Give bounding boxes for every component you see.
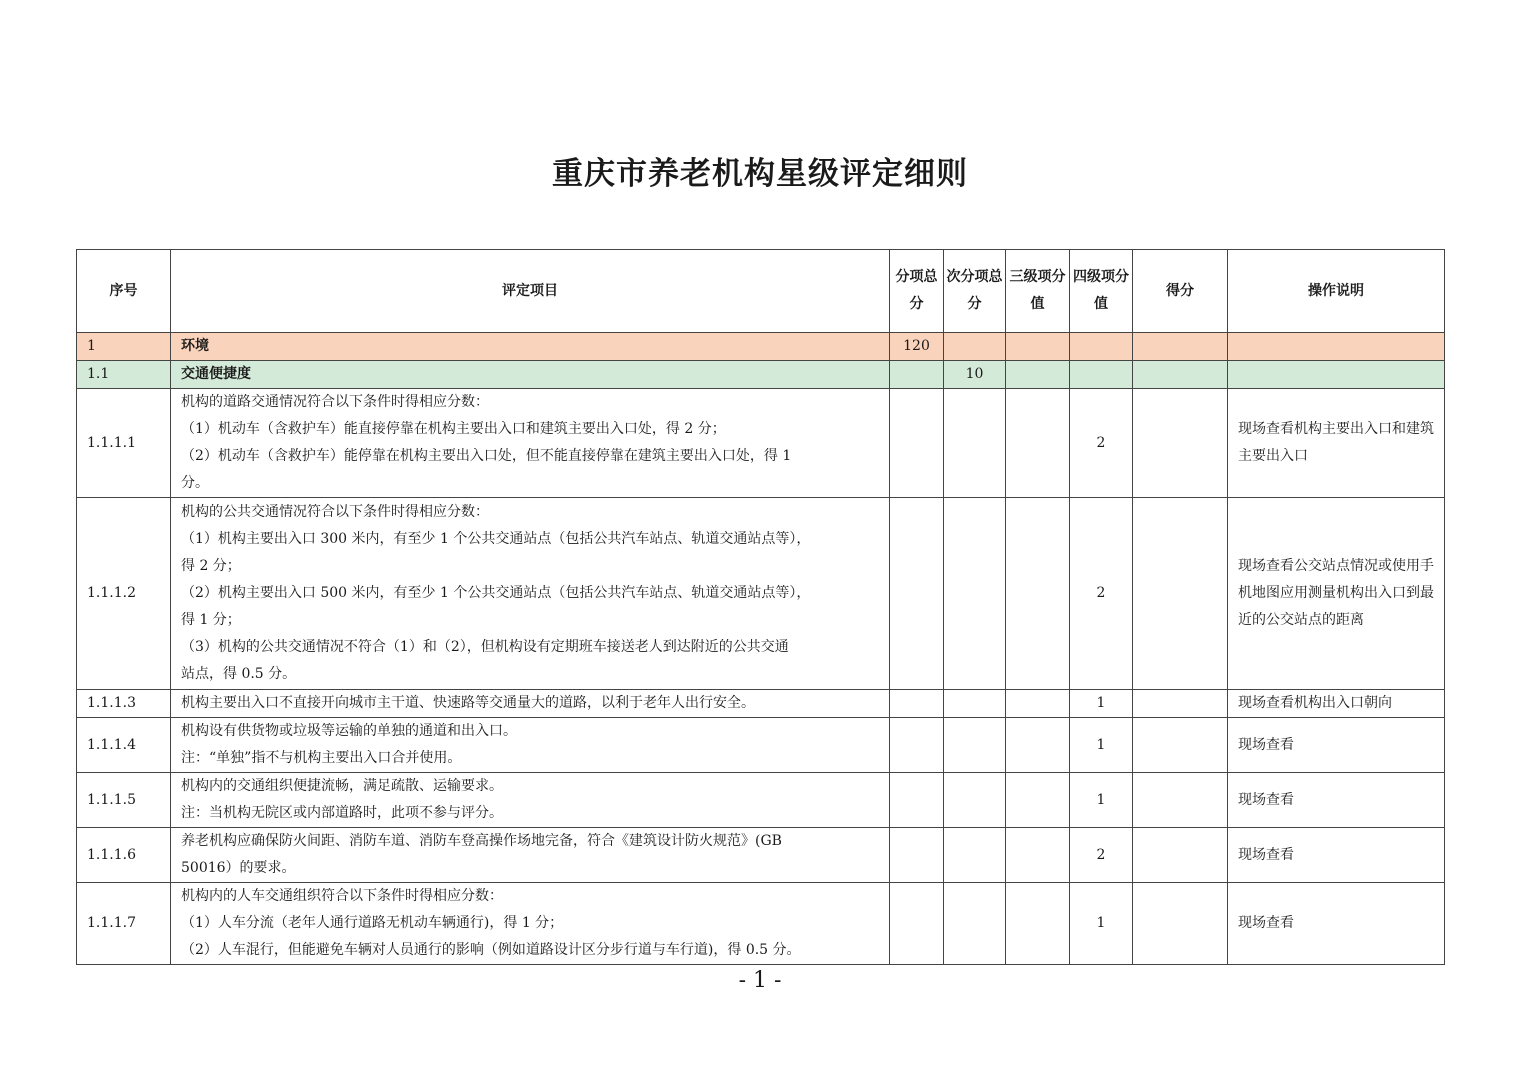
empty-cell xyxy=(890,498,944,690)
header-seq: 序号 xyxy=(77,250,171,333)
row-score xyxy=(1133,690,1228,718)
row-item xyxy=(171,718,890,773)
empty-cell xyxy=(1006,690,1070,718)
empty-cell xyxy=(944,773,1006,828)
table-body xyxy=(77,389,1445,965)
row-note: 现场查看机构出入口朝向 xyxy=(1228,690,1445,718)
empty-cell xyxy=(890,389,944,498)
table-row xyxy=(77,773,1445,828)
header-level3: 三级项分值 xyxy=(1006,250,1070,333)
item-line: 站点，得 0.5 分。 xyxy=(181,666,297,682)
row-level4: 2 xyxy=(1070,389,1133,498)
item-line: （1）机构主要出入口 300 米内，有至少 1 个公共交通站点（包括公共汽车站点、轨道交通站点等）， xyxy=(181,531,811,547)
row-level4: 1 xyxy=(1070,883,1133,965)
row-item xyxy=(171,690,890,718)
row-note: 现场查看 xyxy=(1228,883,1445,965)
evaluation-table xyxy=(76,249,1445,965)
row-level4: 1 xyxy=(1070,690,1133,718)
header-score: 得分 xyxy=(1133,250,1228,333)
subsection-row xyxy=(77,361,1445,389)
row-level4: 1 xyxy=(1070,773,1133,828)
table-row xyxy=(77,883,1445,965)
empty-cell xyxy=(944,498,1006,690)
row-seq: 1.1.1.3 xyxy=(77,690,171,718)
section-row xyxy=(77,333,1445,361)
empty-cell xyxy=(890,828,944,883)
row-item xyxy=(171,828,890,883)
section-total: 120 xyxy=(890,333,944,361)
row-seq: 1.1.1.2 xyxy=(77,498,171,690)
empty-cell xyxy=(1006,883,1070,965)
empty-cell xyxy=(944,828,1006,883)
header-total: 分项总分 xyxy=(890,250,944,333)
row-note: 现场查看 xyxy=(1228,773,1445,828)
empty-cell xyxy=(1006,828,1070,883)
item-line: 机构的道路交通情况符合以下条件时得相应分数： xyxy=(181,394,489,410)
header-level4: 四级项分值 xyxy=(1070,250,1133,333)
section-seq: 1 xyxy=(77,333,171,361)
empty-cell xyxy=(1006,498,1070,690)
item-line: 机构设有供货物或垃圾等运输的单独的通道和出入口。 xyxy=(181,723,517,739)
row-score xyxy=(1133,718,1228,773)
header-note: 操作说明 xyxy=(1228,250,1445,333)
item-line: 得 1 分； xyxy=(181,612,241,628)
item-line: 注：当机构无院区或内部道路时，此项不参与评分。 xyxy=(181,805,503,821)
empty-cell xyxy=(1006,718,1070,773)
table-row xyxy=(77,389,1445,498)
row-seq: 1.1.1.7 xyxy=(77,883,171,965)
item-line: 机构内的交通组织便捷流畅，满足疏散、运输要求。 xyxy=(181,778,503,794)
row-note: 现场查看 xyxy=(1228,828,1445,883)
row-seq: 1.1.1.6 xyxy=(77,828,171,883)
row-item xyxy=(171,883,890,965)
row-seq: 1.1.1.4 xyxy=(77,718,171,773)
empty-cell xyxy=(944,389,1006,498)
row-score xyxy=(1133,773,1228,828)
row-seq: 1.1.1.1 xyxy=(77,389,171,498)
row-score xyxy=(1133,389,1228,498)
header-sub-total: 次分项总分 xyxy=(944,250,1006,333)
table-row xyxy=(77,690,1445,718)
empty-cell xyxy=(890,883,944,965)
row-score xyxy=(1133,883,1228,965)
row-seq: 1.1.1.5 xyxy=(77,773,171,828)
empty-cell xyxy=(944,718,1006,773)
empty-cell xyxy=(1006,773,1070,828)
subsection-sub-total: 10 xyxy=(944,361,1006,389)
row-item xyxy=(171,498,890,690)
row-score xyxy=(1133,498,1228,690)
item-line: （2）机动车（含救护车）能停靠在机构主要出入口处，但不能直接停靠在建筑主要出入口处，得 1 xyxy=(181,448,792,464)
header-row xyxy=(77,250,1445,333)
empty-cell xyxy=(1006,389,1070,498)
header-item: 评定项目 xyxy=(171,250,890,333)
item-line: 注：“单独”指不与机构主要出入口合并使用。 xyxy=(181,750,462,766)
item-line: 50016）的要求。 xyxy=(181,860,296,876)
item-line: （2）机构主要出入口 500 米内，有至少 1 个公共交通站点（包括公共汽车站点、轨道交通站点等）， xyxy=(181,585,811,601)
page-number: - 1 - xyxy=(738,968,782,993)
row-item xyxy=(171,389,890,498)
table-row xyxy=(77,718,1445,773)
item-line: （2）人车混行，但能避免车辆对人员通行的影响（例如道路设计区分步行道与车行道)，得 0.5 分。 xyxy=(181,942,801,958)
row-score xyxy=(1133,828,1228,883)
item-line: （3）机构的公共交通情况不符合（1）和（2），但机构设有定期班车接送老人到达附近的公共交通 xyxy=(181,639,789,655)
subsection-seq: 1.1 xyxy=(77,361,171,389)
empty-cell xyxy=(890,773,944,828)
table-row xyxy=(77,498,1445,690)
row-level4: 2 xyxy=(1070,828,1133,883)
page-title: 重庆市养老机构星级评定细则 xyxy=(552,156,968,192)
item-line: 分。 xyxy=(181,475,209,491)
item-line: 机构内的人车交通组织符合以下条件时得相应分数： xyxy=(181,888,503,904)
row-note: 现场查看 xyxy=(1228,718,1445,773)
empty-cell xyxy=(944,690,1006,718)
empty-cell xyxy=(944,883,1006,965)
item-line: （1）机动车（含救护车）能直接停靠在机构主要出入口和建筑主要出入口处，得 2 分； xyxy=(181,421,726,437)
item-line: 养老机构应确保防火间距、消防车道、消防车登高操作场地完备，符合《建筑设计防火规范》(GB xyxy=(181,833,782,849)
empty-cell xyxy=(890,690,944,718)
row-note: 现场查看机构主要出入口和建筑主要出入口 xyxy=(1228,389,1445,498)
section-item: 环境 xyxy=(171,333,890,361)
item-line: 机构主要出入口不直接开向城市主干道、快速路等交通量大的道路，以利于老年人出行安全。 xyxy=(181,695,755,711)
empty-cell xyxy=(890,718,944,773)
table-row xyxy=(77,828,1445,883)
row-item xyxy=(171,773,890,828)
row-note: 现场查看公交站点情况或使用手机地图应用测量机构出入口到最近的公交站点的距离 xyxy=(1228,498,1445,690)
item-line: 得 2 分； xyxy=(181,558,241,574)
item-line: 机构的公共交通情况符合以下条件时得相应分数： xyxy=(181,504,489,520)
row-level4: 1 xyxy=(1070,718,1133,773)
item-line: （1）人车分流（老年人通行道路无机动车辆通行)，得 1 分； xyxy=(181,915,564,931)
row-level4: 2 xyxy=(1070,498,1133,690)
subsection-item: 交通便捷度 xyxy=(171,361,890,389)
